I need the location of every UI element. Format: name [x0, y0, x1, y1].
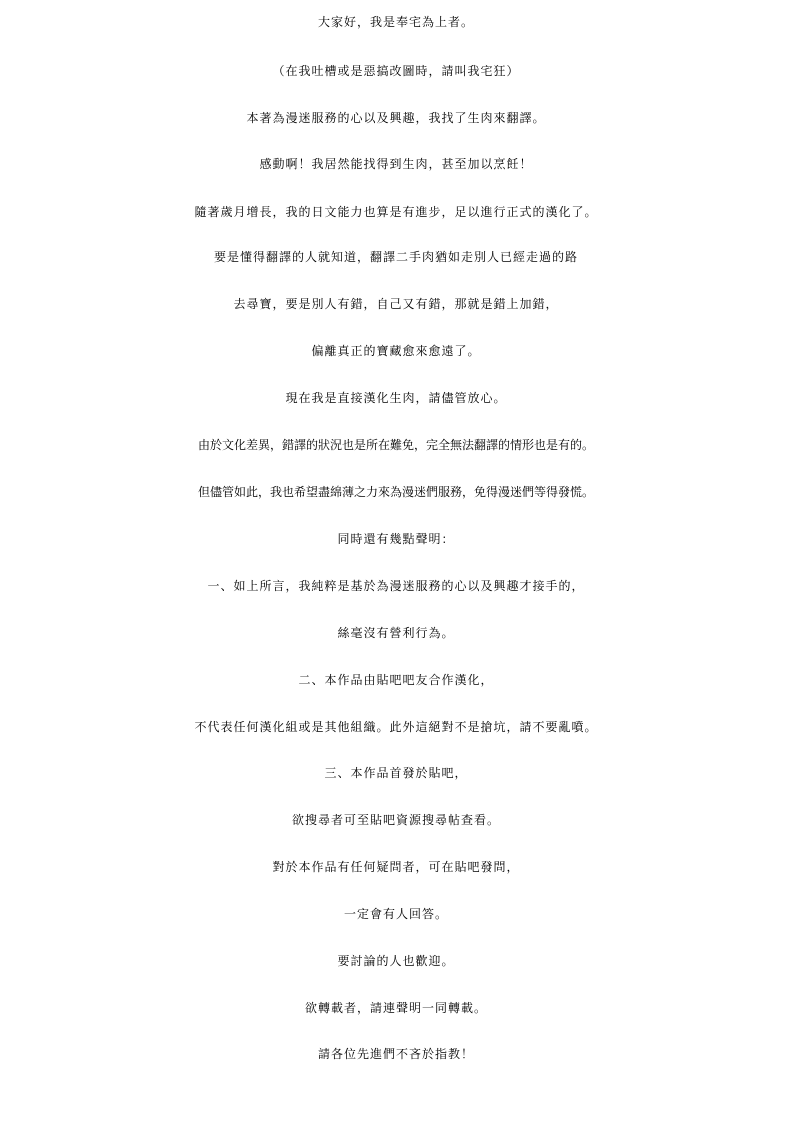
line-declaration-2b: 不代表任何漢化組或是其他組織。此外這絕對不是搶坑，請不要亂噴。 — [194, 720, 598, 734]
line-answer: 一定會有人回答。 — [343, 907, 448, 921]
line-declaration-2a: 二、本作品由貼吧吧友合作漢化， — [298, 673, 494, 687]
line-nickname-note: （在我吐槽或是惡搞改圖時，請叫我宅狂） — [272, 64, 520, 78]
line-translation-note-2: 去尋寶，要是別人有錯，自己又有錯，那就是錯上加錯， — [233, 297, 559, 311]
line-declaration-1b: 絲毫沒有營利行為。 — [337, 626, 455, 640]
line-discussion: 要討論的人也歡迎。 — [337, 954, 455, 968]
line-culture-difference: 由於文化差異，錯譯的狀況也是所在難免，完全無法翻譯的情形也是有的。 — [197, 438, 594, 452]
line-questions: 對於本作品有任何疑問者，可在貼吧發問， — [272, 860, 520, 874]
line-repost: 欲轉載者，請連聲明一同轉載。 — [304, 1001, 487, 1015]
line-motivation: 本著為漫迷服務的心以及興趣，我找了生肉來翻譯。 — [246, 111, 546, 125]
line-ability: 隨著歲月增長，我的日文能力也算是有進步，足以進行正式的漢化了。 — [194, 205, 598, 219]
line-declaration-3a: 三、本作品首發於貼吧， — [324, 766, 468, 780]
line-translation-note-3: 偏離真正的寶藏愈來愈遠了。 — [311, 344, 481, 358]
line-service: 但儘管如此，我也希望盡綿薄之力來為漫迷們服務，免得漫迷們等得發慌。 — [197, 485, 594, 499]
line-greeting: 大家好，我是奉宅為上者。 — [317, 15, 474, 29]
line-excitement: 感動啊！我居然能找得到生肉，甚至加以烹飪！ — [259, 157, 533, 171]
line-declaration-heading: 同時還有幾點聲明： — [337, 532, 455, 546]
line-reassurance: 現在我是直接漢化生肉，請儘管放心。 — [285, 391, 507, 405]
line-translation-note-1: 要是懂得翻譯的人就知道，翻譯二手肉猶如走別人已經走過的路 — [213, 250, 578, 264]
line-declaration-1a: 一、如上所言，我純粹是基於為漫迷服務的心以及興趣才接手的， — [207, 579, 585, 593]
line-declaration-3b: 欲搜尋者可至貼吧資源搜尋帖查看。 — [291, 813, 500, 827]
line-closing: 請各位先進們不吝於指教！ — [317, 1047, 474, 1061]
